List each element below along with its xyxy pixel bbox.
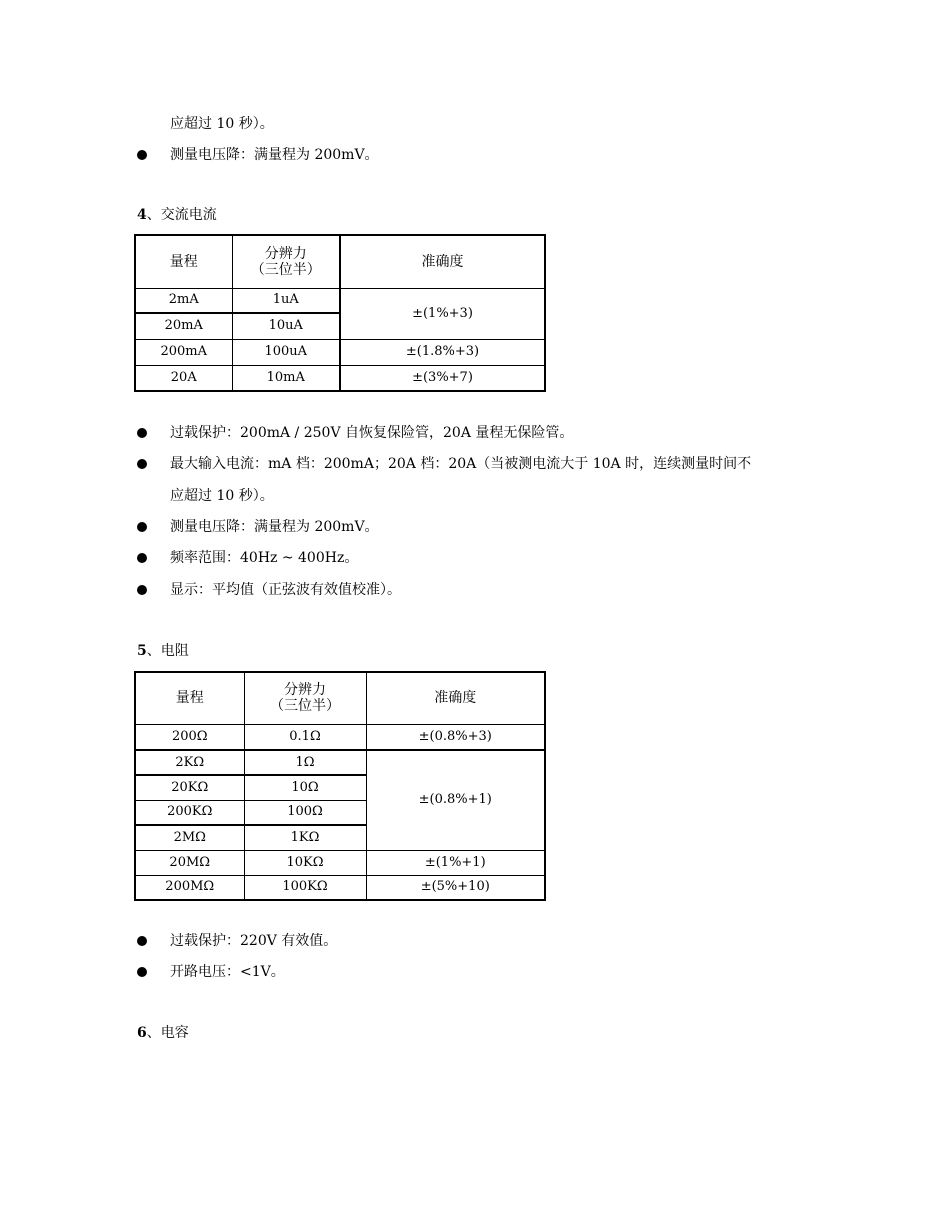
continuation-text: 应超过 10 秒）。: [170, 488, 274, 504]
cell-accuracy-merged: ±(0.8%+1): [366, 750, 545, 850]
table-row: [135, 724, 545, 750]
cell-resolution: 1Ω: [244, 750, 366, 775]
bullet-text: 测量电压降：满量程为 200mV。: [170, 147, 379, 163]
section-number: 6: [137, 1025, 147, 1041]
bullet-text: 开路电压：<1V。: [170, 964, 285, 980]
header-resolution-line2: （三位半）: [270, 698, 340, 715]
continuation-text: 应超过 10 秒）。: [170, 116, 274, 132]
table-row: [135, 339, 545, 365]
bullet-dot: [137, 428, 147, 438]
cell-range: 200mA: [135, 339, 232, 365]
table-header-row: [135, 235, 545, 288]
bullet-text: 频率范围：40Hz ~ 400Hz。: [170, 550, 359, 566]
cell-range: 2KΩ: [135, 750, 244, 775]
cell-accuracy: ±(5%+10): [366, 875, 545, 900]
cell-accuracy: ±(0.8%+3): [366, 724, 545, 750]
cell-range: 20KΩ: [135, 775, 244, 800]
bullet-dot: [137, 150, 147, 160]
cell-range: 2mA: [135, 288, 232, 313]
bullet-dot: [137, 936, 147, 946]
bullet-text: 过载保护：200mA / 250V 自恢复保险管，20A 量程无保险管。: [170, 425, 574, 441]
table-row: [135, 875, 545, 900]
ac-current-table: [134, 234, 546, 392]
cell-resolution: 1KΩ: [244, 825, 366, 850]
cell-range: 20mA: [135, 313, 232, 339]
cell-resolution: 10uA: [232, 313, 340, 339]
header-resolution: [232, 235, 340, 288]
bullet-dot: [137, 585, 147, 595]
resistance-table: [134, 671, 546, 901]
table-row: [135, 750, 545, 775]
table-row: [135, 288, 545, 313]
table-row: [135, 850, 545, 875]
cell-resolution: 1uA: [232, 288, 340, 313]
cell-resolution: 100KΩ: [244, 875, 366, 900]
cell-range: 2MΩ: [135, 825, 244, 850]
bullet-text: 测量电压降：满量程为 200mV。: [170, 519, 379, 535]
cell-range: 200Ω: [135, 724, 244, 750]
cell-resolution: 10Ω: [244, 775, 366, 800]
table-header-row: [135, 672, 545, 724]
header-accuracy: 准确度: [366, 672, 545, 724]
bullet-text: 显示：平均值（正弦波有效值校准）。: [170, 582, 401, 598]
section-title: 、电容: [146, 1025, 189, 1041]
bullet-dot: [137, 459, 147, 469]
header-accuracy: 准确度: [340, 235, 545, 288]
section-heading-ac-current: [137, 206, 217, 224]
cell-resolution: 0.1Ω: [244, 724, 366, 750]
header-resolution-line2: （三位半）: [250, 261, 321, 278]
cell-resolution: 100uA: [232, 339, 340, 365]
bullet-dot: [137, 967, 147, 977]
cell-range: 20MΩ: [135, 850, 244, 875]
cell-resolution: 10mA: [232, 365, 340, 391]
bullet-dot: [137, 522, 147, 532]
section-heading-capacitance: [137, 1024, 189, 1042]
cell-range: 200KΩ: [135, 800, 244, 825]
cell-range: 20A: [135, 365, 232, 391]
bullet-text: 过载保护：220V 有效值。: [170, 933, 338, 949]
cell-accuracy: ±(1%+1): [366, 850, 545, 875]
cell-resolution: 100Ω: [244, 800, 366, 825]
section-title: 、电阻: [146, 643, 189, 659]
section-number: 4: [137, 207, 147, 223]
header-range: 量程: [135, 235, 232, 288]
section-heading-resistance: [137, 642, 189, 660]
section-number: 5: [137, 643, 147, 659]
header-resolution-line1: 分辨力: [264, 245, 307, 262]
header-resolution-line1: 分辨力: [284, 682, 326, 699]
cell-range: 200MΩ: [135, 875, 244, 900]
table-row: [135, 365, 545, 391]
cell-resolution: 10KΩ: [244, 850, 366, 875]
cell-accuracy: ±(1.8%+3): [340, 339, 545, 365]
header-resolution: [244, 672, 366, 724]
bullet-text: 最大输入电流：mA 档：200mA；20A 档：20A（当被测电流大于 10A 时，连续测量时间不: [170, 456, 752, 472]
header-range: 量程: [135, 672, 244, 724]
cell-accuracy-merged: ±(1%+3): [340, 288, 545, 339]
bullet-dot: [137, 553, 147, 563]
cell-accuracy: ±(3%+7): [340, 365, 545, 391]
section-title: 、交流电流: [146, 207, 217, 223]
